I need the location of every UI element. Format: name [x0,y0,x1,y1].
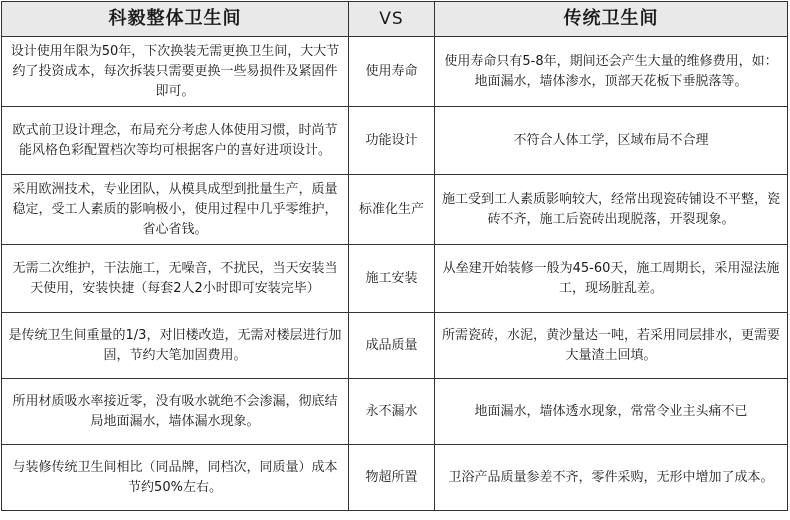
row-left-cell: 欧式前卫设计理念，布局充分考虑人体使用习惯，时尚节能风格色彩配置档次等均可根据客户的喜好进项设计。 [2,107,349,175]
row-left-cell: 采用欧洲技术，专业团队，从模具成型到批量生产，质量稳定，受工人素质的影响极小，使用过程中几乎零维护，省心省钱。 [2,175,349,245]
comparison-container [1,1,789,518]
row-right-cell: 施工受到工人素质影响较大，经常出现瓷砖铺设不平整，瓷砖不齐，施工后瓷砖出现脱落，开裂现象。 [435,175,788,245]
row-left-cell: 无需二次维护，干法施工，无噪音，不扰民，当天安装当天使用，安装快捷（每套2人2小时即可安装完毕） [2,245,349,313]
table-row [2,37,788,107]
table-row [2,107,788,175]
row-right-cell: 所需瓷砖，水泥，黄沙量达一吨，若采用同层排水，更需要大量渣土回填。 [435,313,788,379]
row-category-cell: 功能设计 [349,107,435,175]
header-vs: VS [349,2,435,37]
comparison-table [1,1,788,511]
row-right-cell: 不符合人体工学，区域布局不合理 [435,107,788,175]
row-category-cell: 成品质量 [349,313,435,379]
row-category-cell: 物超所置 [349,445,435,511]
row-right-cell: 卫浴产品质量参差不齐，零件采购，无形中增加了成本。 [435,445,788,511]
header-row [2,2,788,37]
table-row [2,245,788,313]
table-row [2,313,788,379]
row-category-cell: 使用寿命 [349,37,435,107]
table-row [2,445,788,511]
row-right-cell: 从垒建开始装修一般为45-60天，施工周期长，采用湿法施工，现场脏乱差。 [435,245,788,313]
row-category-cell: 施工安装 [349,245,435,313]
row-left-cell: 与装修传统卫生间相比（同品牌，同档次，同质量）成本节约50%左右。 [2,445,349,511]
row-category-cell: 永不漏水 [349,379,435,445]
row-left-cell: 所用材质吸水率接近零，没有吸水就绝不会渗漏，彻底结局地面漏水，墙体漏水现象。 [2,379,349,445]
row-right-cell: 地面漏水，墙体透水现象，常常令业主头痛不已 [435,379,788,445]
row-left-cell: 是传统卫生间重量的1/3，对旧楼改造，无需对楼层进行加固，节约大笔加固费用。 [2,313,349,379]
table-row [2,175,788,245]
table-row [2,379,788,445]
row-left-cell: 设计使用年限为50年，下次换装无需更换卫生间，大大节约了投资成本，每次拆装只需要更换一些易损件及紧固件即可。 [2,37,349,107]
header-right: 传统卫生间 [435,2,788,37]
row-category-cell: 标准化生产 [349,175,435,245]
header-left: 科毅整体卫生间 [2,2,349,37]
row-right-cell: 使用寿命只有5-8年，期间还会产生大量的维修费用，如：地面漏水，墙体渗水，顶部天花板下垂脱落等。 [435,37,788,107]
